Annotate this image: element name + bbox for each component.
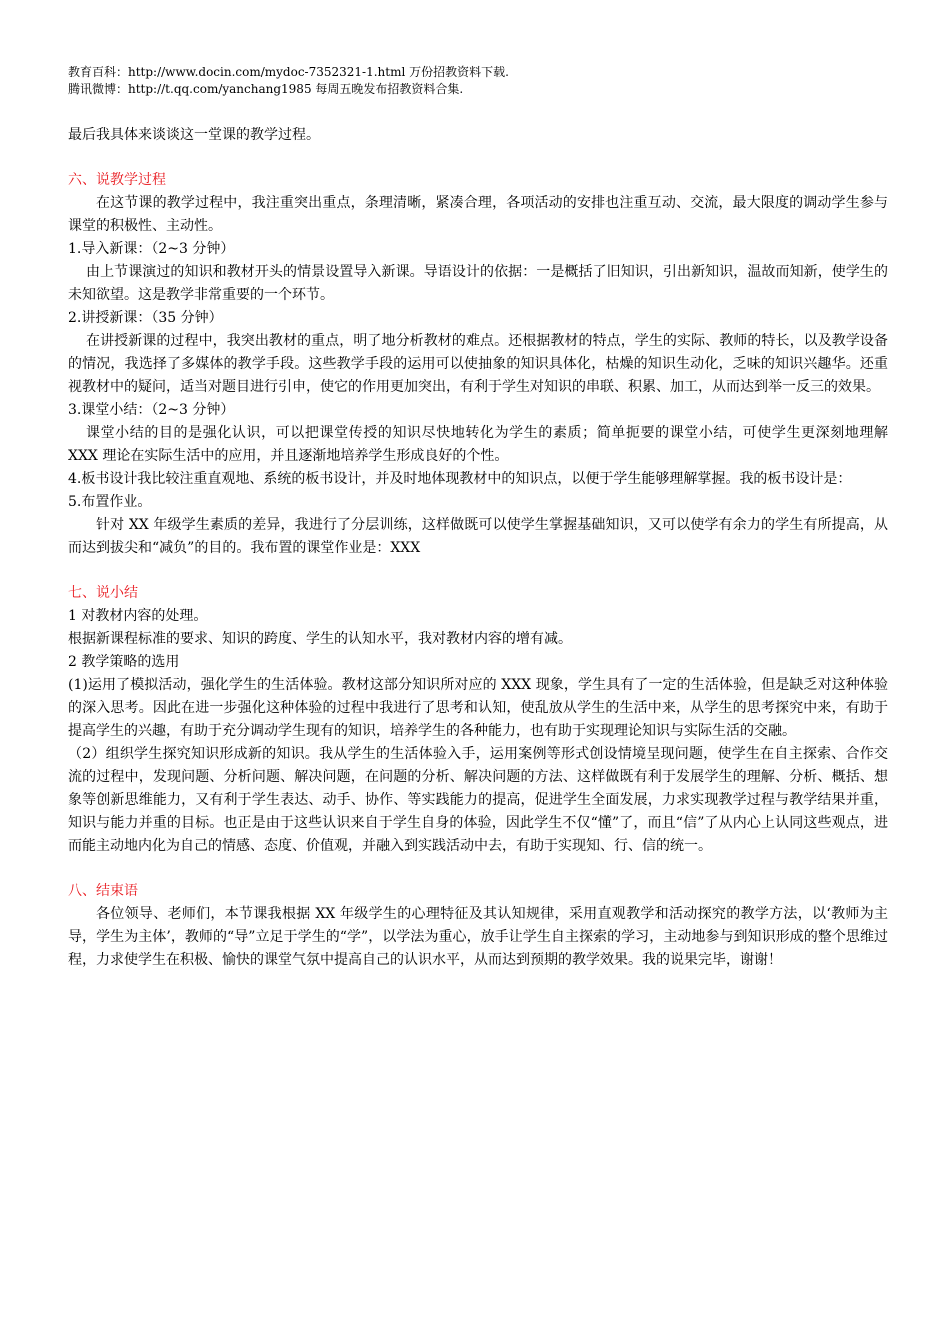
step-3-title: 3.课堂小结：（2~3 分钟） <box>68 402 235 418</box>
header-line-2: 腾讯微博：http://t.qq.com/yanchang1985 每周五晚发布招教资料合集. <box>68 82 464 96</box>
section-8-heading: 八、结束语 <box>68 883 138 899</box>
step-5-title: 5.布置作业。 <box>68 494 152 510</box>
spacer <box>68 147 888 169</box>
section-7-subtitle-1: 1 对教材内容的处理。 <box>68 608 208 624</box>
step-1-body: 由上节课演过的知识和教材开头的情景设置导入新课。导语设计的依据：一是概括了旧知识，引出新知识，温故而知新，使学生的未知欲望。这是教学非常重要的一个环节。 <box>68 264 888 303</box>
step-2-body: 在讲授新课的过程中，我突出教材的重点，明了地分析教材的难点。还根据教材的特点，学生的实际、教师的特长，以及教学设备的情况，我选择了多媒体的教学手段。这些教学手段的运用可以使抽象的知识具体化，枯燥的知识生动化，乏味的知识兴趣华。还重视教材中的疑问，适当对题目进行引申，使它的作用更加突出，有利于学生对知识的串联、积累、加工，从而达到举一反三的效果。 <box>68 333 888 395</box>
intro-text: 最后我具体来谈谈这一堂课的教学过程。 <box>68 127 320 143</box>
section-7-subtitle-2: 2 教学策略的选用 <box>68 654 180 670</box>
step-5-body: 针对 XX 年级学生素质的差异，我进行了分层训练，这样做既可以使学生掌握基础知识，又可以使学有余力的学生有所提高，从而达到拔尖和“减负”的目的。我布置的课堂作业是：XXX <box>68 517 888 556</box>
step-3-body: 课堂小结的目的是强化认识，可以把课堂传授的知识尽快地转化为学生的素质；简单扼要的课堂小结，可使学生更深刻地理解 XXX 理论在实际生活中的应用，并且逐渐地培养学生形成良好的个性。 <box>68 425 888 464</box>
section-6-heading: 六、说教学过程 <box>68 172 166 188</box>
header-line-1: 教育百科：http://www.docin.com/mydoc-7352321-1.html 万份招教资料下载. <box>68 65 509 79</box>
section-7-paragraph-3: （2）组织学生探究知识形成新的知识。我从学生的生活体验入手，运用案例等形式创设情境呈现问题，使学生在自主探索、合作交流的过程中，发现问题、分析问题、解决问题，在问题的分析、解决问题的方法、这样做既有利于发展学生的理解、分析、概括、想象等创新思维能力，又有利于学生表达、动手、协作、等实践能力的提高，促进学生全面发展，力求实现教学过程与教学结果并重，知识与能力并重的目标。也正是由于这些认识来自于学生自身的体验，因此学生不仅“懂”了，而且“信”了从内心上认同这些观点，进而能主动地内化为自己的情感、态度、价值观，并融入到实践活动中去，有助于实现知、行、信的统一。 <box>68 746 888 854</box>
spacer <box>68 560 888 582</box>
spacer <box>68 98 888 124</box>
section-7-heading: 七、说小结 <box>68 585 138 601</box>
section-7-paragraph-1: 根据新课程标准的要求、知识的跨度、学生的认知水平，我对教材内容的增有减。 <box>68 631 572 647</box>
document-page <box>68 64 888 972</box>
section-7-paragraph-2: (1)运用了模拟活动，强化学生的生活体验。教材这部分知识所对应的 XXX 现象，学生具有了一定的生活体验，但是缺乏对这种体验的深入思考。因此在进一步强化这种体验的过程中我进行了思考和认知，使乱放从学生的生活中来，从学生的思考探究中来，有助于提高学生的兴趣，有助于充分调动学生现有的知识，培养学生的各种能力，也有助于实现理论知识与实际生活的交融。 <box>68 677 888 739</box>
section-6-paragraph: 在这节课的教学过程中，我注重突出重点，条理清晰，紧凑合理，各项活动的安排也注重互动、交流，最大限度的调动学生参与课堂的积极性、主动性。 <box>68 195 888 234</box>
spacer <box>68 858 888 880</box>
step-2-title: 2.讲授新课：（35 分钟） <box>68 310 223 326</box>
step-1-title: 1.导入新课：（2~3 分钟） <box>68 241 235 257</box>
section-8-paragraph: 各位领导、老师们，本节课我根据 XX 年级学生的心理特征及其认知规律，采用直观教学和活动探究的教学方法，以‘教师为主导，学生为主体’，教师的“导”立足于学生的“学”，以学法为重心，放手让学生自主探索的学习，主动地参与到知识形成的整个思维过程，力求使学生在积极、愉快的课堂气氛中提高自己的认识水平，从而达到预期的教学效果。我的说果完毕，谢谢！ <box>68 906 888 968</box>
step-4-text: 4.板书设计我比较注重直观地、系统的板书设计，并及时地体现教材中的知识点，以便于学生能够理解掌握。我的板书设计是： <box>68 471 852 487</box>
